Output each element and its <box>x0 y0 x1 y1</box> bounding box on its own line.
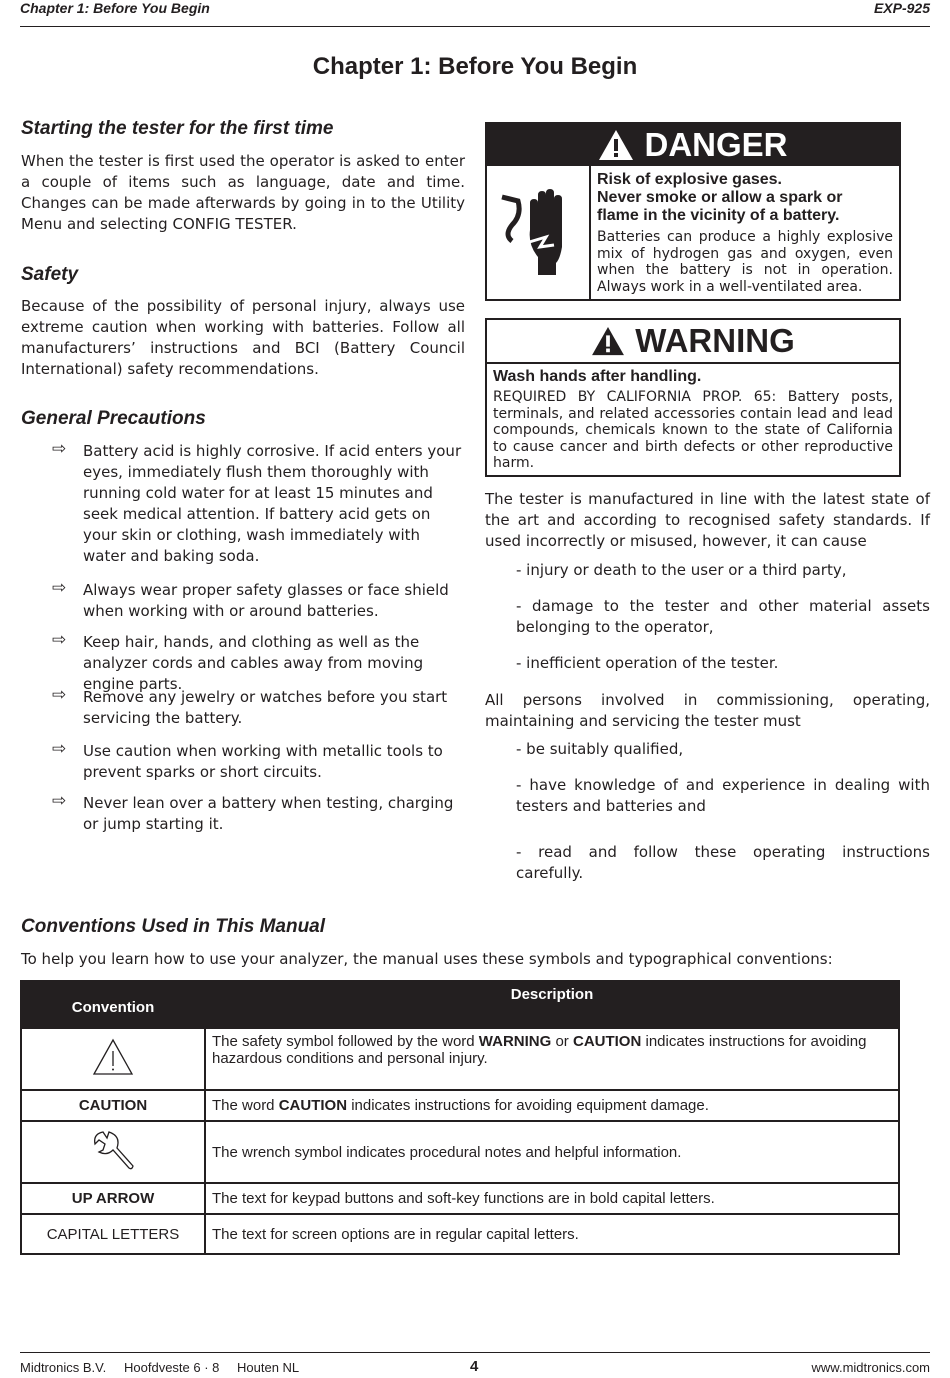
persons-text: All persons involved in commissioning, operating, maintaining and servicing the tester must <box>485 691 930 730</box>
row-description: The text for screen options are in regular capital letters. <box>205 1214 899 1254</box>
conventions-intro: To help you learn how to use your analyzer, the manual uses these symbols and typographical conventions: <box>21 950 833 968</box>
header-rule <box>20 26 930 27</box>
arrow-icon: ⇨ <box>52 791 67 811</box>
safety-text: Because of the possibility of personal injury, always use extreme caution when working with batteries. Follow all manufacturers’ instructions and BCI (Battery Council International) safety recommendations. <box>21 297 465 378</box>
precaution-item: ⇨ Keep hair, hands, and clothing as well as the analyzer cords and cables away from moving engine parts. <box>52 630 424 693</box>
heading-starting: Starting the tester for the first time <box>21 118 334 139</box>
header-chapter: Chapter 1: Before You Begin <box>20 0 210 16</box>
table-row: CAPITAL LETTERS The text for screen options are in regular capital letters. <box>21 1214 899 1254</box>
table-header: Convention Description <box>21 981 899 1028</box>
arrow-icon: ⇨ <box>52 630 67 650</box>
warning-triangle-icon <box>598 129 634 161</box>
precaution-item: ⇨ Remove any jewelry or watches before you start servicing the battery. <box>52 685 448 727</box>
danger-line: Never smoke or allow a spark or <box>597 189 843 206</box>
footer-company: Midtronics B.V. <box>20 1360 107 1375</box>
heading-conventions: Conventions Used in This Manual <box>21 916 326 937</box>
warning-triangle-icon <box>92 1038 134 1076</box>
table-row: UP ARROW The text for keypad buttons and soft-key functions are in bold capital letters. <box>21 1183 899 1214</box>
warning-title: WARNING <box>635 322 795 359</box>
header-model: EXP-925 <box>873 0 930 16</box>
warning-body: REQUIRED BY CALIFORNIA PROP. 65: Battery posts, terminals, and related accessories contain lead and lead compounds, chemicals known to the state of California to cause cancer and birth defects or other reproductive harm. <box>493 389 893 471</box>
precaution-item: ⇨ Use caution when working with metallic tools to prevent sparks or short circuits. <box>52 739 443 781</box>
hand-shock-icon <box>487 166 591 299</box>
risk-item: - injury or death to the user or a third party, <box>516 561 847 579</box>
danger-body: Batteries can produce a highly explosive mix of hydrogen gas and oxygen, even when the battery is not in operation. Always work in a well-ventilated area. <box>597 229 893 295</box>
danger-label <box>485 122 901 301</box>
danger-line: Risk of explosive gases. <box>597 171 782 188</box>
footer-street: Hoofdveste 6 · 8 <box>124 1360 220 1375</box>
table-row <box>21 1028 899 1090</box>
row-description: The word CAUTION indicates instructions for avoiding equipment damage. <box>205 1090 899 1121</box>
page-title: Chapter 1: Before You Begin <box>312 53 638 80</box>
starting-text: When the tester is first used the operator is asked to enter a couple of items such as language, date and time. Changes can be made afterwards by going in to the Utility Menu and selecting CONFIG TESTER. <box>21 152 465 233</box>
table-row: CAUTION The word CAUTION indicates instructions for avoiding equipment damage. <box>21 1090 899 1121</box>
conventions-table <box>20 980 900 1255</box>
warning-triangle-icon <box>591 326 625 356</box>
row-description: The text for keypad buttons and soft-key functions are in bold capital letters. <box>205 1183 899 1214</box>
danger-line: flame in the vicinity of a battery. <box>597 207 840 224</box>
arrow-icon: ⇨ <box>52 578 67 598</box>
arrow-icon: ⇨ <box>52 685 67 705</box>
precaution-item: ⇨ Never lean over a battery when testing, charging or jump starting it. <box>52 791 454 833</box>
row-description: The safety symbol followed by the word WARNING or CAUTION indicates instructions for avoiding hazardous conditions and personal injury. <box>205 1028 899 1090</box>
row-description: The wrench symbol indicates procedural notes and helpful information. <box>205 1121 899 1183</box>
risk-item: - damage to the tester and other material assets belonging to the operator, <box>516 597 930 636</box>
warning-label <box>485 318 901 477</box>
danger-title: DANGER <box>644 126 788 163</box>
footer-rule <box>20 1352 930 1353</box>
precaution-item: ⇨ Always wear proper safety glasses or face shield when working with or around batteries. <box>52 578 449 620</box>
must-item: - be suitably qualified, <box>516 740 684 758</box>
footer-city: Houten NL <box>237 1360 300 1375</box>
arrow-icon: ⇨ <box>52 439 67 459</box>
right-intro: The tester is manufactured in line with the latest state of the art and according to recognised safety standards. If used incorrectly or misused, however, it can cause <box>485 490 930 550</box>
precaution-item: ⇨ Battery acid is highly corrosive. If acid enters your eyes, immediately flush them thoroughly with running cold water for at least 15 minutes and seek medical attention. If battery acid gets on your skin or clothing, wash immediately with water and baking soda. <box>52 439 462 565</box>
heading-safety: Safety <box>21 264 79 285</box>
table-row <box>21 1121 899 1183</box>
heading-precautions: General Precautions <box>21 408 206 429</box>
page-number: 4 <box>470 1358 479 1375</box>
must-item: - have knowledge of and experience in dealing with testers and batteries and <box>516 776 930 815</box>
risk-item: - inefficient operation of the tester. <box>516 654 779 672</box>
warning-lead: Wash hands after handling. <box>493 368 702 385</box>
must-item: - read and follow these operating instructions carefully. <box>516 843 930 882</box>
footer-url[interactable]: www.midtronics.com <box>811 1360 930 1375</box>
wrench-icon <box>89 1128 137 1172</box>
arrow-icon: ⇨ <box>52 739 67 759</box>
